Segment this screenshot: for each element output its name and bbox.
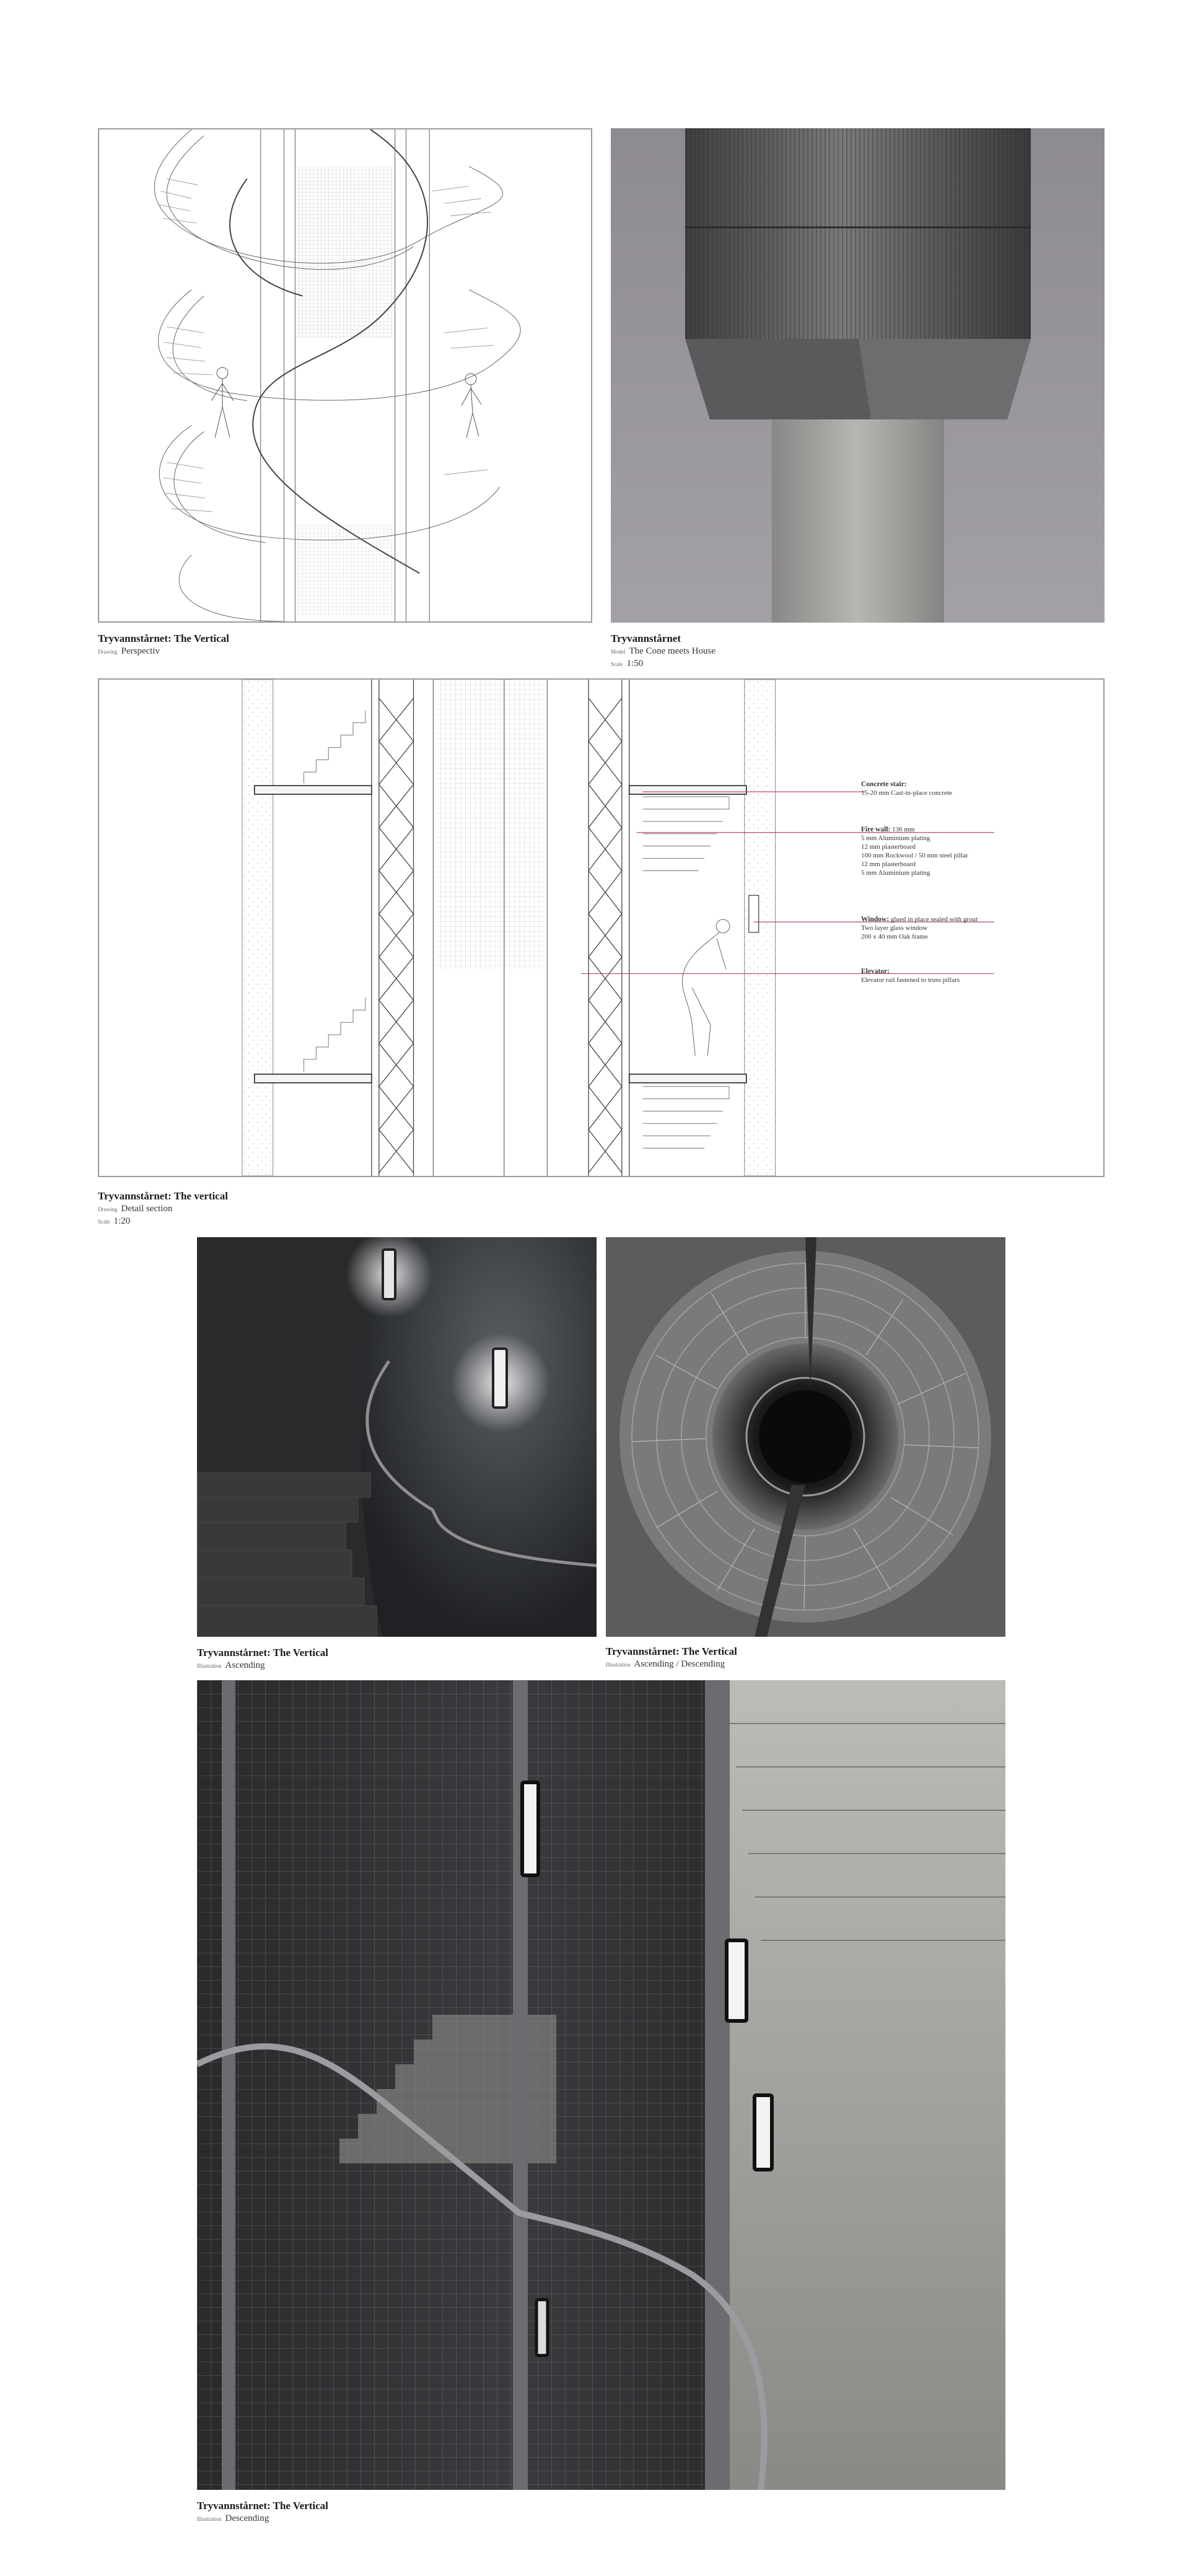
- caption-title: Tryvannstårnet: The Vertical: [197, 1647, 328, 1658]
- ascending-render: [197, 1237, 597, 1637]
- caption-value: Perspectiv: [121, 646, 160, 657]
- annotation-concrete-stair: [861, 780, 1010, 797]
- annotation-fire-wall: [861, 825, 1010, 877]
- caption-label: Model: [611, 649, 626, 655]
- spiral-top-view-render: [606, 1237, 1005, 1637]
- caption-line: [98, 646, 229, 657]
- caption-title: Tryvannstårnet: The Vertical: [98, 633, 229, 644]
- descending-render: [197, 1680, 1005, 2490]
- perspective-caption: [98, 632, 229, 657]
- caption-label: Illustration: [197, 2516, 222, 2523]
- caption-value: 1:50: [626, 659, 644, 668]
- section-caption: [98, 1189, 228, 1227]
- annotation-head-rest: 136 mm: [890, 826, 915, 833]
- caption-label: Illustration: [606, 1662, 631, 1668]
- annotation-head-rest: glued in place sealed with grout: [889, 916, 978, 923]
- caption-title: Tryvannstårnet: [611, 633, 681, 644]
- caption-line: [197, 2513, 328, 2525]
- caption-title: Tryvannstårnet: The vertical: [98, 1190, 228, 1202]
- annotation-line: Two layer glass window: [861, 924, 928, 932]
- annotation-line: 100 mm Rockwool / 50 mm steel pillar: [861, 852, 968, 859]
- caption-value: Descending: [225, 2513, 269, 2524]
- caption-label: Scale: [98, 1219, 110, 1225]
- caption-title: Tryvannstårnet: The Vertical: [606, 1645, 737, 1657]
- caption-label: Illustration: [197, 1663, 222, 1670]
- caption-value: 1:20: [113, 1216, 131, 1226]
- caption-value: Detail section: [121, 1204, 173, 1214]
- caption-label: Scale: [611, 661, 623, 667]
- annotation-window: [861, 915, 1010, 941]
- annotation-line: 12 mm plasterboard: [861, 861, 916, 868]
- annotation-head: Elevator:: [861, 968, 890, 975]
- annotation-line: 5 mm Aluminium plating: [861, 835, 930, 842]
- detail-section-drawing: [98, 678, 1105, 1177]
- caption-title: Tryvannstårnet: The Vertical: [197, 2500, 328, 2512]
- annotation-line: 12 mm plasterboard: [861, 843, 916, 851]
- model-photo: [611, 128, 1105, 623]
- annotation-line: Elevator rail fastened to truss pillars: [861, 976, 960, 984]
- caption-line: [611, 646, 715, 657]
- annotation-head: Concrete stair:: [861, 781, 907, 788]
- descending-caption: [197, 2499, 328, 2525]
- caption-line: [606, 1658, 737, 1670]
- caption-line: [611, 658, 715, 670]
- perspective-drawing: [98, 128, 592, 623]
- caption-label: Drawing: [98, 649, 118, 655]
- annotation-head: Window:: [861, 916, 890, 923]
- caption-value: Ascending: [225, 1660, 265, 1671]
- caption-line: [98, 1203, 228, 1215]
- caption-label: Drawing: [98, 1206, 118, 1213]
- annotation-line: 5 mm Aluminium plating: [861, 869, 930, 877]
- annotation-head: Fire wall:: [861, 826, 891, 833]
- caption-line: [197, 1660, 328, 1671]
- caption-value: Ascending / Descending: [634, 1659, 725, 1670]
- caption-line: [98, 1216, 228, 1227]
- ascending-caption: [197, 1646, 328, 1671]
- annotation-line: 200 x 40 mm Oak frame: [861, 933, 928, 940]
- caption-value: The Cone meets House: [629, 646, 716, 657]
- annotation-elevator: [861, 967, 1010, 984]
- annotation-line: 15-20 mm Cast-in-place concrete: [861, 789, 952, 797]
- model-caption: [611, 632, 715, 670]
- updown-caption: [606, 1645, 737, 1670]
